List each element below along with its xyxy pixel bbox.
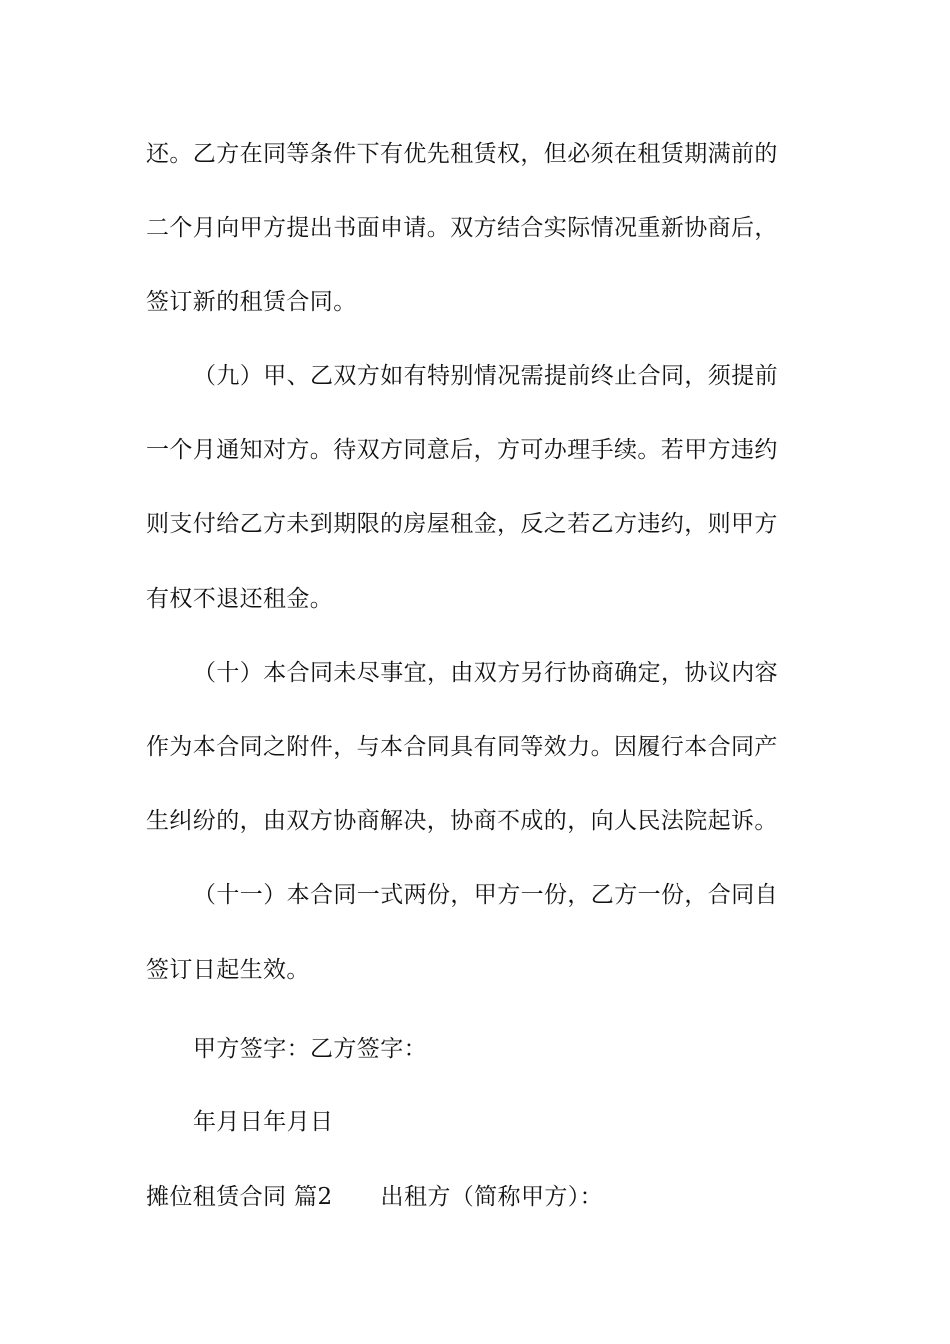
clause-eleven-line: （十一）本合同一式两份，甲方一份，乙方一份，合同自 (193, 882, 778, 908)
paragraph-line: 生纠纷的，由双方协商解决，协商不成的，向人民法院起诉。 (146, 808, 778, 834)
paragraph-line: 一个月通知对方。待双方同意后，方可办理手续。若甲方违约 (146, 437, 778, 463)
clause-ten-line: （十）本合同未尽事宜，由双方另行协商确定，协议内容 (193, 660, 778, 686)
next-contract-header (146, 1182, 816, 1212)
paragraph-line: 签订新的租赁合同。 (146, 289, 357, 315)
lessor-label: 出租方（简称甲方）： (380, 1184, 604, 1210)
paragraph-line: 还。乙方在同等条件下有优先租赁权，但必须在租赁期满前的 (146, 141, 778, 167)
date-line: 年月日年月日 (193, 1109, 334, 1135)
paragraph-line: 签订日起生效。 (146, 957, 310, 983)
paragraph-line: 则支付给乙方未到期限的房屋租金，反之若乙方违约，则甲方 (146, 511, 778, 537)
paragraph-line: 作为本合同之附件，与本合同具有同等效力。因履行本合同产 (146, 734, 778, 760)
clause-nine-line: （九）甲、乙双方如有特别情况需提前终止合同，须提前 (193, 363, 778, 389)
signature-line: 甲方签字：乙方签字： (193, 1036, 427, 1062)
paragraph-line: 二个月向甲方提出书面申请。双方结合实际情况重新协商后， (146, 215, 778, 241)
paragraph-line: 有权不退还租金。 (146, 586, 334, 612)
section-heading: 摊位租赁合同 篇2 (146, 1184, 333, 1210)
